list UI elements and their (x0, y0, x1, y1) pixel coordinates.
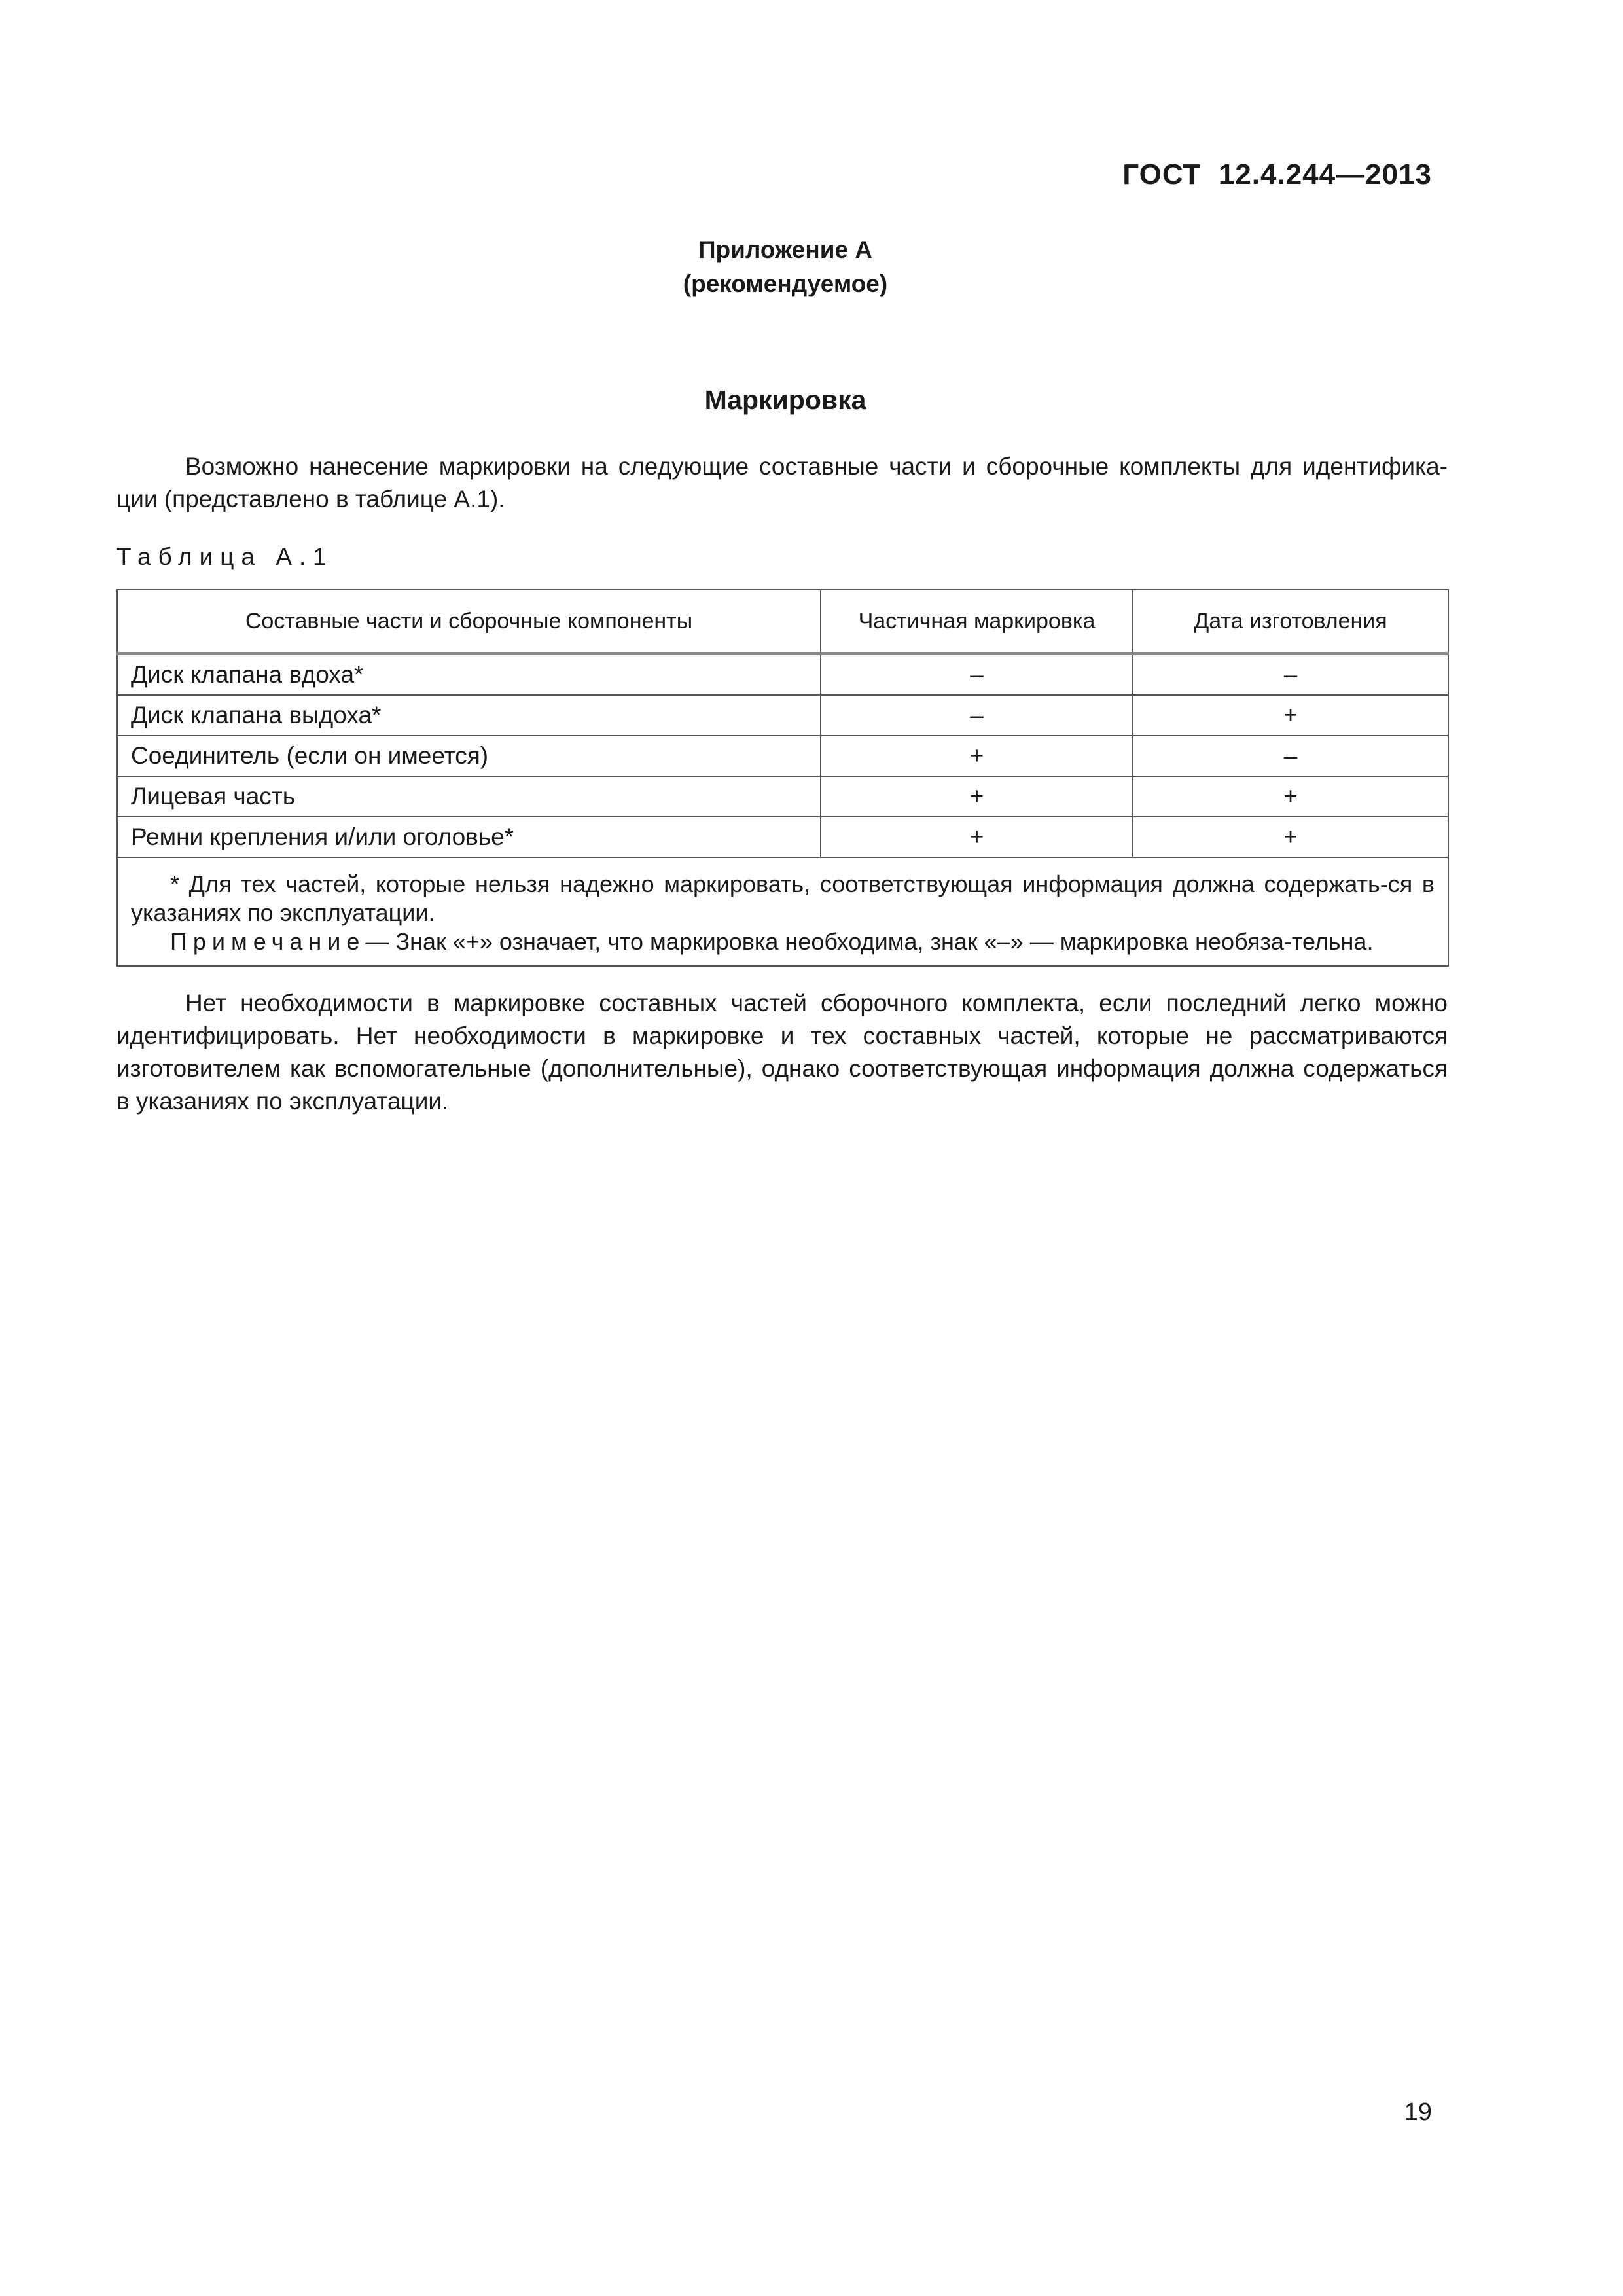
note-label: Примечание (170, 928, 366, 955)
partial-marking-cell: + (821, 776, 1133, 817)
partial-marking-cell: + (821, 817, 1133, 857)
closing-text: Нет необходимости в маркировке составных частей сборочного комплекта, если последний легко можно идентифицировать. Нет необходимости в маркировке и тех составных частей, которые не рассматриваются изготовителем как вспомогательные (дополнительные), однако соответствующая информация должна содержаться в указаниях по эксплуатации. (116, 990, 1448, 1115)
annex-heading (0, 233, 1571, 301)
table-label: Таблица А.1 (116, 543, 334, 570)
component-cell: Диск клапана выдоха* (117, 695, 821, 736)
table-notes-row (117, 857, 1448, 966)
partial-marking-cell: – (821, 695, 1133, 736)
table-notes (117, 857, 1448, 966)
partial-marking-cell: – (821, 654, 1133, 696)
manufacture-date-cell: + (1133, 695, 1448, 736)
manufacture-date-cell: – (1133, 654, 1448, 696)
table-row (117, 654, 1448, 696)
note-text: — Знак «+» означает, что маркировка необходима, знак «–» — маркировка необяза-тельна. (365, 928, 1374, 955)
column-header-partial-marking: Частичная маркировка (821, 590, 1133, 654)
column-header-components: Составные части и сборочные компоненты (117, 590, 821, 654)
section-title: Маркировка (704, 385, 866, 415)
table-note (131, 927, 1435, 956)
component-cell: Лицевая часть (117, 776, 821, 817)
annex-title: Приложение А (698, 236, 873, 263)
table-footnote: * Для тех частей, которые нельзя надежно маркировать, соответствующая информация должна содержать-ся в указаниях по эксплуатации. (131, 870, 1435, 926)
intro-text: Возможно нанесение маркировки на следующие составные части и сборочные комплекты для идентифика-ции (представлено в таблице А.1). (116, 453, 1448, 512)
partial-marking-cell: + (821, 736, 1133, 776)
manufacture-date-cell: + (1133, 776, 1448, 817)
marking-table (116, 589, 1449, 967)
document-code: ГОСТ 12.4.244—2013 (1122, 158, 1432, 190)
table-row (117, 776, 1448, 817)
table-row (117, 695, 1448, 736)
table-header-row (117, 590, 1448, 654)
manufacture-date-cell: + (1133, 817, 1448, 857)
column-header-manufacture-date: Дата изготовления (1133, 590, 1448, 654)
component-cell: Диск клапана вдоха* (117, 654, 821, 696)
intro-paragraph (116, 450, 1448, 516)
table-row (117, 736, 1448, 776)
component-cell: Соединитель (если он имеется) (117, 736, 821, 776)
component-cell: Ремни крепления и/или оголовье* (117, 817, 821, 857)
table-row (117, 817, 1448, 857)
annex-status: (рекомендуемое) (683, 270, 888, 297)
manufacture-date-cell: – (1133, 736, 1448, 776)
page-number: 19 (1404, 2098, 1432, 2126)
closing-paragraph (116, 987, 1448, 1118)
